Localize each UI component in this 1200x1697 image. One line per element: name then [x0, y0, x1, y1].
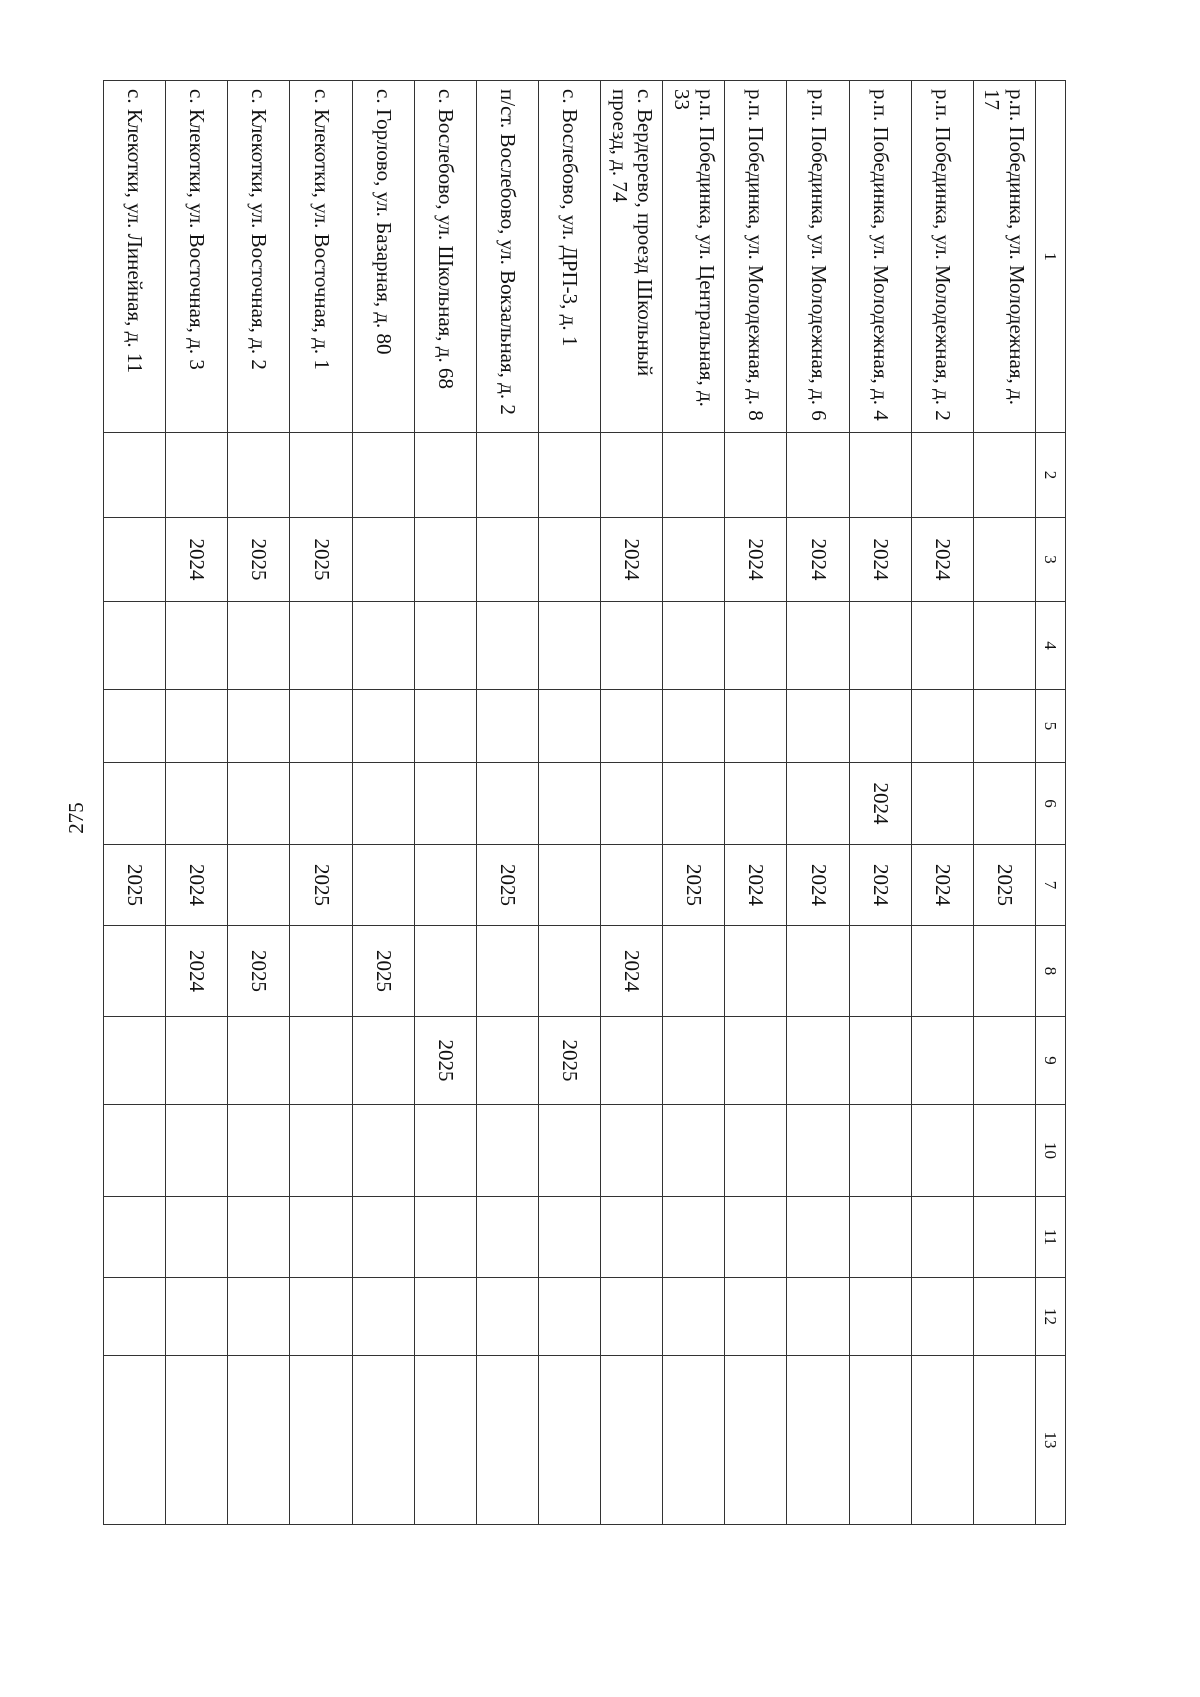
cell-col-6: [601, 763, 663, 845]
table-row: [352, 81, 414, 1525]
cell-col-12: [228, 1278, 290, 1356]
cell-col-6: [725, 763, 787, 845]
address-cell: п/ст. Вослебово, ул. Вокзальная, д. 2: [476, 81, 538, 433]
cell-col-6: [414, 763, 476, 845]
cell-col-6: 2024: [849, 763, 911, 845]
cell-col-13: [725, 1356, 787, 1525]
table-container: [103, 80, 1066, 1524]
cell-col-3: 2024: [849, 518, 911, 602]
cell-col-6: [663, 763, 725, 845]
cell-col-8: [104, 926, 166, 1017]
cell-col-4: [352, 602, 414, 690]
table-row: [911, 81, 973, 1525]
column-header-2: 2: [1036, 433, 1066, 518]
cell-col-13: [911, 1356, 973, 1525]
table-row: [601, 81, 663, 1525]
cell-col-7: [414, 845, 476, 926]
cell-col-6: [476, 763, 538, 845]
cell-col-13: [849, 1356, 911, 1525]
address-cell: р.п. Побединка, ул. Молодежная, д. 2: [911, 81, 973, 433]
data-table: [103, 80, 1066, 1525]
cell-col-5: [414, 690, 476, 763]
cell-col-5: [725, 690, 787, 763]
cell-col-8: [973, 926, 1035, 1017]
cell-col-7: [539, 845, 601, 926]
cell-col-12: [849, 1278, 911, 1356]
cell-col-4: [104, 602, 166, 690]
cell-col-7: 2024: [911, 845, 973, 926]
address-cell: с. Клекотки, ул. Восточная, д. 3: [166, 81, 228, 433]
cell-col-2: [414, 433, 476, 518]
cell-col-9: [476, 1017, 538, 1105]
cell-col-4: [539, 602, 601, 690]
cell-col-10: [476, 1105, 538, 1197]
cell-col-2: [290, 433, 352, 518]
column-header-1: 1: [1036, 81, 1066, 433]
cell-col-4: [911, 602, 973, 690]
cell-col-11: [104, 1197, 166, 1278]
cell-col-2: [166, 433, 228, 518]
cell-col-2: [601, 433, 663, 518]
cell-col-3: [476, 518, 538, 602]
address-cell: с. Клекотки, ул. Восточная, д. 1: [290, 81, 352, 433]
cell-col-11: [166, 1197, 228, 1278]
cell-col-9: [911, 1017, 973, 1105]
cell-col-7: [601, 845, 663, 926]
address-cell: с. Вослебово, ул. ДРП-3, д. 1: [539, 81, 601, 433]
column-header-10: 10: [1036, 1105, 1066, 1197]
cell-col-7: 2025: [663, 845, 725, 926]
cell-col-7: 2025: [476, 845, 538, 926]
cell-col-8: 2024: [601, 926, 663, 1017]
address-cell: с. Вослебово, ул. Школьная, д. 68: [414, 81, 476, 433]
cell-col-13: [663, 1356, 725, 1525]
table-row: [663, 81, 725, 1525]
cell-col-3: [973, 518, 1035, 602]
cell-col-8: [787, 926, 849, 1017]
cell-col-11: [725, 1197, 787, 1278]
cell-col-8: 2024: [166, 926, 228, 1017]
table-row: [290, 81, 352, 1525]
cell-col-12: [476, 1278, 538, 1356]
cell-col-12: [601, 1278, 663, 1356]
cell-col-11: [414, 1197, 476, 1278]
cell-col-13: [352, 1356, 414, 1525]
cell-col-10: [352, 1105, 414, 1197]
address-cell: р.п. Побединка, ул. Молодежная, д. 17: [973, 81, 1035, 433]
table-row: [476, 81, 538, 1525]
column-header-3: 3: [1036, 518, 1066, 602]
cell-col-3: 2024: [725, 518, 787, 602]
cell-col-12: [539, 1278, 601, 1356]
cell-col-10: [414, 1105, 476, 1197]
cell-col-4: [290, 602, 352, 690]
cell-col-13: [973, 1356, 1035, 1525]
cell-col-8: [476, 926, 538, 1017]
cell-col-2: [787, 433, 849, 518]
cell-col-4: [414, 602, 476, 690]
cell-col-10: [539, 1105, 601, 1197]
table-row: [104, 81, 166, 1525]
cell-col-11: [290, 1197, 352, 1278]
cell-col-5: [849, 690, 911, 763]
table-row: [973, 81, 1035, 1525]
cell-col-8: [414, 926, 476, 1017]
cell-col-8: 2025: [352, 926, 414, 1017]
cell-col-9: [663, 1017, 725, 1105]
cell-col-5: [911, 690, 973, 763]
cell-col-10: [911, 1105, 973, 1197]
cell-col-11: [849, 1197, 911, 1278]
cell-col-6: [352, 763, 414, 845]
cell-col-2: [973, 433, 1035, 518]
table-row: [849, 81, 911, 1525]
cell-col-2: [849, 433, 911, 518]
column-header-8: 8: [1036, 926, 1066, 1017]
address-cell: р.п. Побединка, ул. Центральная, д. 33: [663, 81, 725, 433]
cell-col-5: [539, 690, 601, 763]
cell-col-9: [725, 1017, 787, 1105]
address-cell: р.п. Побединка, ул. Молодежная, д. 8: [725, 81, 787, 433]
cell-col-2: [476, 433, 538, 518]
cell-col-8: [849, 926, 911, 1017]
table-row: [787, 81, 849, 1525]
cell-col-13: [601, 1356, 663, 1525]
cell-col-10: [290, 1105, 352, 1197]
column-header-4: 4: [1036, 602, 1066, 690]
cell-col-13: [414, 1356, 476, 1525]
cell-col-10: [601, 1105, 663, 1197]
cell-col-2: [228, 433, 290, 518]
cell-col-2: [104, 433, 166, 518]
cell-col-9: [601, 1017, 663, 1105]
cell-col-9: [290, 1017, 352, 1105]
cell-col-13: [787, 1356, 849, 1525]
column-header-12: 12: [1036, 1278, 1066, 1356]
cell-col-10: [849, 1105, 911, 1197]
cell-col-6: [973, 763, 1035, 845]
cell-col-2: [539, 433, 601, 518]
cell-col-12: [911, 1278, 973, 1356]
address-cell: р.п. Побединка, ул. Молодежная, д. 6: [787, 81, 849, 433]
cell-col-12: [414, 1278, 476, 1356]
cell-col-3: [539, 518, 601, 602]
cell-col-12: [352, 1278, 414, 1356]
cell-col-7: 2025: [973, 845, 1035, 926]
cell-col-13: [476, 1356, 538, 1525]
cell-col-6: [166, 763, 228, 845]
cell-col-13: [228, 1356, 290, 1525]
cell-col-11: [601, 1197, 663, 1278]
cell-col-9: [104, 1017, 166, 1105]
cell-col-2: [911, 433, 973, 518]
cell-col-9: 2025: [539, 1017, 601, 1105]
cell-col-3: 2025: [228, 518, 290, 602]
cell-col-4: [973, 602, 1035, 690]
cell-col-5: [973, 690, 1035, 763]
cell-col-10: [787, 1105, 849, 1197]
column-header-13: 13: [1036, 1356, 1066, 1525]
cell-col-9: [352, 1017, 414, 1105]
cell-col-4: [663, 602, 725, 690]
cell-col-3: 2024: [787, 518, 849, 602]
cell-col-2: [352, 433, 414, 518]
page-number: 275: [63, 802, 88, 834]
table-row: [228, 81, 290, 1525]
cell-col-8: [539, 926, 601, 1017]
table-row: [539, 81, 601, 1525]
cell-col-12: [663, 1278, 725, 1356]
cell-col-11: [476, 1197, 538, 1278]
table-row: [166, 81, 228, 1525]
cell-col-3: 2024: [166, 518, 228, 602]
cell-col-12: [104, 1278, 166, 1356]
cell-col-5: [352, 690, 414, 763]
cell-col-4: [787, 602, 849, 690]
cell-col-8: [290, 926, 352, 1017]
cell-col-4: [476, 602, 538, 690]
address-cell: с. Горлово, ул. Базарная, д. 80: [352, 81, 414, 433]
cell-col-3: 2024: [911, 518, 973, 602]
cell-col-9: [228, 1017, 290, 1105]
table-row: [725, 81, 787, 1525]
cell-col-13: [290, 1356, 352, 1525]
table-row: [414, 81, 476, 1525]
cell-col-12: [166, 1278, 228, 1356]
cell-col-10: [166, 1105, 228, 1197]
cell-col-6: [290, 763, 352, 845]
column-header-9: 9: [1036, 1017, 1066, 1105]
cell-col-5: [104, 690, 166, 763]
cell-col-6: [787, 763, 849, 845]
cell-col-11: [973, 1197, 1035, 1278]
cell-col-2: [725, 433, 787, 518]
column-header-5: 5: [1036, 690, 1066, 763]
cell-col-11: [787, 1197, 849, 1278]
cell-col-2: [663, 433, 725, 518]
cell-col-6: [228, 763, 290, 845]
cell-col-13: [539, 1356, 601, 1525]
cell-col-4: [725, 602, 787, 690]
cell-col-12: [787, 1278, 849, 1356]
cell-col-10: [973, 1105, 1035, 1197]
cell-col-4: [849, 602, 911, 690]
cell-col-6: [911, 763, 973, 845]
cell-col-12: [725, 1278, 787, 1356]
address-cell: с. Вердерево, проезд Школьный проезд, д. 74: [601, 81, 663, 433]
column-header-7: 7: [1036, 845, 1066, 926]
cell-col-5: [166, 690, 228, 763]
cell-col-7: 2024: [787, 845, 849, 926]
cell-col-12: [973, 1278, 1035, 1356]
cell-col-5: [601, 690, 663, 763]
cell-col-4: [601, 602, 663, 690]
cell-col-6: [539, 763, 601, 845]
cell-col-9: [787, 1017, 849, 1105]
cell-col-11: [663, 1197, 725, 1278]
address-cell: р.п. Побединка, ул. Молодежная, д. 4: [849, 81, 911, 433]
cell-col-4: [228, 602, 290, 690]
cell-col-11: [228, 1197, 290, 1278]
cell-col-8: 2025: [228, 926, 290, 1017]
cell-col-10: [228, 1105, 290, 1197]
cell-col-12: [290, 1278, 352, 1356]
cell-col-8: [911, 926, 973, 1017]
cell-col-11: [911, 1197, 973, 1278]
address-cell: с. Клекотки, ул. Линейная, д. 11: [104, 81, 166, 433]
cell-col-7: 2024: [849, 845, 911, 926]
cell-col-13: [166, 1356, 228, 1525]
cell-col-7: [228, 845, 290, 926]
cell-col-10: [725, 1105, 787, 1197]
column-header-6: 6: [1036, 763, 1066, 845]
cell-col-9: 2025: [414, 1017, 476, 1105]
cell-col-5: [663, 690, 725, 763]
header-row: [1036, 81, 1066, 1525]
cell-col-7: 2025: [290, 845, 352, 926]
cell-col-5: [228, 690, 290, 763]
cell-col-8: [663, 926, 725, 1017]
cell-col-5: [290, 690, 352, 763]
cell-col-6: [104, 763, 166, 845]
cell-col-10: [663, 1105, 725, 1197]
cell-col-7: 2024: [725, 845, 787, 926]
cell-col-3: [663, 518, 725, 602]
cell-col-5: [787, 690, 849, 763]
cell-col-7: 2025: [104, 845, 166, 926]
address-cell: с. Клекотки, ул. Восточная, д. 2: [228, 81, 290, 433]
cell-col-13: [104, 1356, 166, 1525]
cell-col-3: 2024: [601, 518, 663, 602]
cell-col-3: [104, 518, 166, 602]
cell-col-11: [539, 1197, 601, 1278]
cell-col-9: [973, 1017, 1035, 1105]
cell-col-8: [725, 926, 787, 1017]
cell-col-3: [352, 518, 414, 602]
cell-col-11: [352, 1197, 414, 1278]
cell-col-7: [352, 845, 414, 926]
cell-col-7: 2024: [166, 845, 228, 926]
cell-col-4: [166, 602, 228, 690]
cell-col-3: 2025: [290, 518, 352, 602]
table-body: [104, 81, 1036, 1525]
cell-col-3: [414, 518, 476, 602]
cell-col-9: [166, 1017, 228, 1105]
cell-col-9: [849, 1017, 911, 1105]
cell-col-5: [476, 690, 538, 763]
column-header-11: 11: [1036, 1197, 1066, 1278]
cell-col-10: [104, 1105, 166, 1197]
